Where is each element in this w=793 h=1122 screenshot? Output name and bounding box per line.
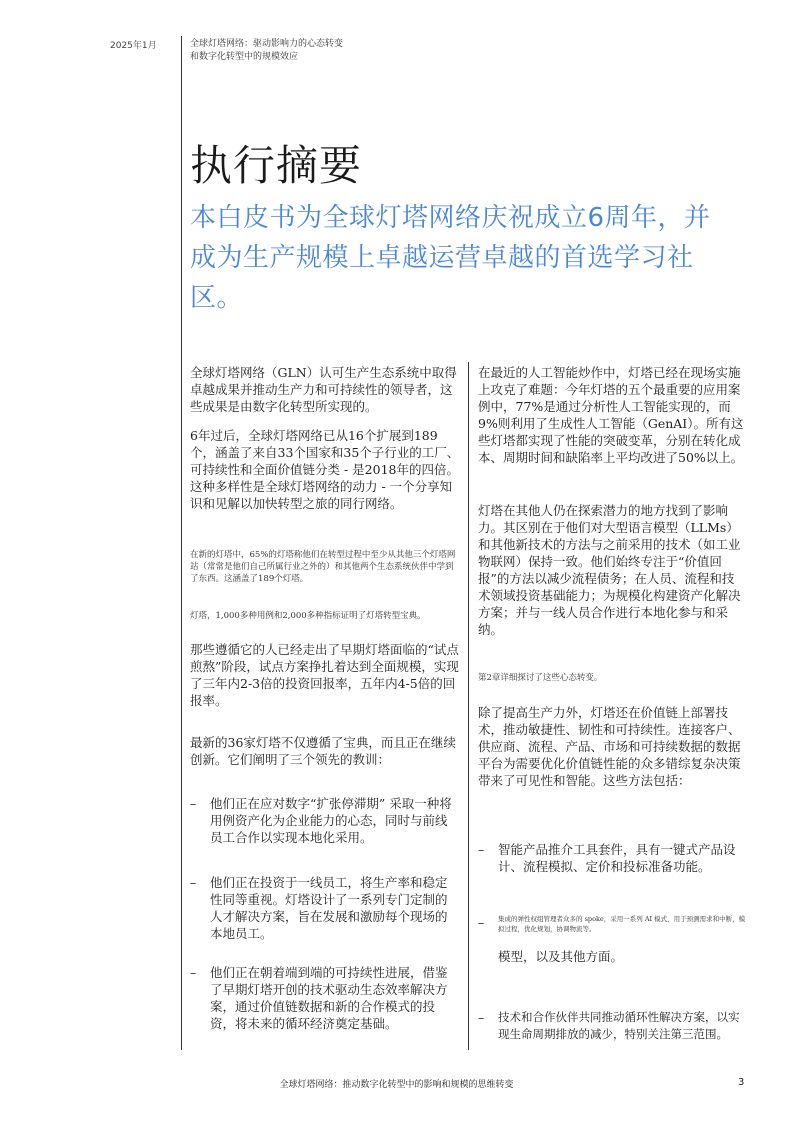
right-paragraph-3-wrap bbox=[478, 704, 746, 789]
bullet-dash: – bbox=[190, 965, 197, 980]
left-paragraph-3-wrap bbox=[190, 641, 460, 709]
left-small-note-2: 灯塔，1,000多种用例和2,000多种指标证明了灯塔转型宝典。 bbox=[190, 611, 426, 621]
right-bullet-tiny bbox=[478, 914, 746, 934]
bullet-dash: – bbox=[190, 796, 197, 811]
section-subtitle: 本白皮书为全球灯塔网络庆祝成立6周年，并成为生产规模上卓越运营卓越的首选学习社区。 bbox=[190, 203, 711, 313]
right-paragraph-2-wrap bbox=[478, 502, 746, 638]
bullet-dash: – bbox=[478, 915, 485, 930]
left-bullet-2 bbox=[190, 874, 458, 942]
right-tiny-continuation: 模型，以及其他方面。 bbox=[498, 949, 624, 964]
bullet-text: 他们正在投资于一线员工，将生产率和稳定性同等重视。灯塔设计了一系列专门定制的人才解决方案，旨在发展和激励每个现场的本地员工。 bbox=[210, 875, 448, 941]
right-bullet-1 bbox=[478, 841, 746, 875]
left-paragraph-2-wrap bbox=[190, 427, 460, 512]
right-small-note: 第2章详细探讨了这些心态转变。 bbox=[478, 673, 603, 683]
right-small-note-wrap bbox=[478, 672, 746, 684]
bullet-dash: – bbox=[478, 1010, 485, 1025]
right-paragraph-1-wrap bbox=[478, 364, 746, 466]
bullet-text: 他们正在朝着端到端的可持续性进展，借鉴了早期灯塔开创的技术驱动生态效率解决方案，通过价值链数据和新的合作模式的投资，将未来的循环经济奠定基础。 bbox=[210, 965, 448, 1031]
left-paragraph-4-wrap bbox=[190, 734, 460, 768]
header-date: 2025年1月 bbox=[110, 41, 157, 51]
left-paragraph-2: 6年过后，全球灯塔网络已从16个扩展到189个，涵盖了来自33个国家和35个子行业的工厂、可持续性和全面价值链分类 - 是2018年的四倍。这种多样性是全球灯塔网络的动力 - 一个分享知识和见解以加快转型之旅的同行网络。 bbox=[190, 428, 460, 511]
left-paragraph-4: 最新的36家灯塔不仅遵循了宝典，而且正在继续创新。它们阐明了三个领先的教训： bbox=[190, 735, 456, 767]
left-small-note-1: 在新的灯塔中，65%的灯塔称他们在转型过程中至少从其他三个灯塔网站（常常是他们自己所属行业之外的）和其他两个生态系统伙伴中学到了东西。这涵盖了189个灯塔。 bbox=[190, 550, 456, 584]
left-paragraph-3: 那些遵循它的人已经走出了早期灯塔面临的“试点煎熬”阶段，试点方案挣扎着达到全面规模，实现了三年内2-3倍的投资回报率，五年内4-5倍的回报率。 bbox=[190, 642, 459, 708]
right-paragraph-1: 在最近的人工智能炒作中，灯塔已经在现场实施上攻克了难题：今年灯塔的五个最重要的应用案例中，77%是通过分析性人工智能实现的，而9%则利用了生成性人工智能（GenAI）。所有这些灯塔都实现了性能的突破变革，分别在转化成本、周期时间和缺陷率上平均改进了50%以上。 bbox=[478, 365, 744, 465]
bullet-text: 他们正在应对数字“扩张停滞期” 采取一种将用例资产化为企业能力的心态，同时与前线员工合作以实现本地化采用。 bbox=[210, 796, 452, 845]
page-number: 3 bbox=[738, 1077, 745, 1088]
right-paragraph-3: 除了提高生产力外，灯塔还在价值链上部署技术，推动敏捷性、韧性和可持续性。连接客户、供应商、流程、产品、市场和可持续数据的数据平台为需要优化价值链性能的众多错综复杂决策带来了可见性和智能。这些方法包括： bbox=[478, 705, 741, 788]
section-title: 执行摘要 bbox=[190, 141, 363, 190]
footer-title: 全球灯塔网络：推动数字化转型中的影响和规模的思维转变 bbox=[279, 1080, 514, 1090]
bullet-dash: – bbox=[478, 842, 485, 857]
running-title-line2: 和数字化转型中的规模效应 bbox=[190, 52, 299, 62]
right-paragraph-2: 灯塔在其他人仍在探索潜力的地方找到了影响力。其区别在于他们对大型语言模型（LLMs）和其他新技术的方法与之前采用的技术（如工业物联网）保持一致。他们始终专注于“价值回报”的方法以减少流程债务；在人员、流程和技术领域投资基础能力；为规模化构建资产化解决方案；并与一线人员合作进行本地化参与和采纳。 bbox=[478, 503, 741, 637]
left-small-note-2-wrap bbox=[190, 610, 460, 622]
left-small-note-1-wrap bbox=[190, 549, 460, 585]
bullet-text-tiny: 集成的弹性权组管理者众多的 spoke，采用一系列 AI 模式，用于预测需求和中断，模拟过程，优化规划，协调物流等。 bbox=[498, 915, 746, 933]
running-title-line1: 全球灯塔网络：驱动影响力的心态转变 bbox=[190, 39, 344, 49]
column-divider bbox=[468, 362, 469, 1050]
left-rule bbox=[181, 36, 182, 1050]
running-header bbox=[190, 38, 343, 64]
bullet-text: 智能产品推介工具套件，具有一键式产品设计、流程模拟、定价和投标准备功能。 bbox=[498, 842, 736, 874]
left-paragraph-1: 全球灯塔网络（GLN）认可生产生态系统中取得卓越成果并推动生产力和可持续性的领导者，这些成果是由数字化转型所实现的。 bbox=[190, 365, 457, 414]
left-bullet-3 bbox=[190, 964, 458, 1032]
right-bullet-2 bbox=[478, 1009, 746, 1043]
bullet-dash: – bbox=[190, 875, 197, 890]
left-column bbox=[190, 364, 460, 415]
right-tiny-continuation-wrap bbox=[498, 948, 746, 965]
left-bullet-1 bbox=[190, 795, 458, 846]
bullet-text: 技术和合作伙伴共同推动循环性解决方案，以实现生命周期排放的减少，特别关注第三范围。 bbox=[498, 1010, 740, 1041]
